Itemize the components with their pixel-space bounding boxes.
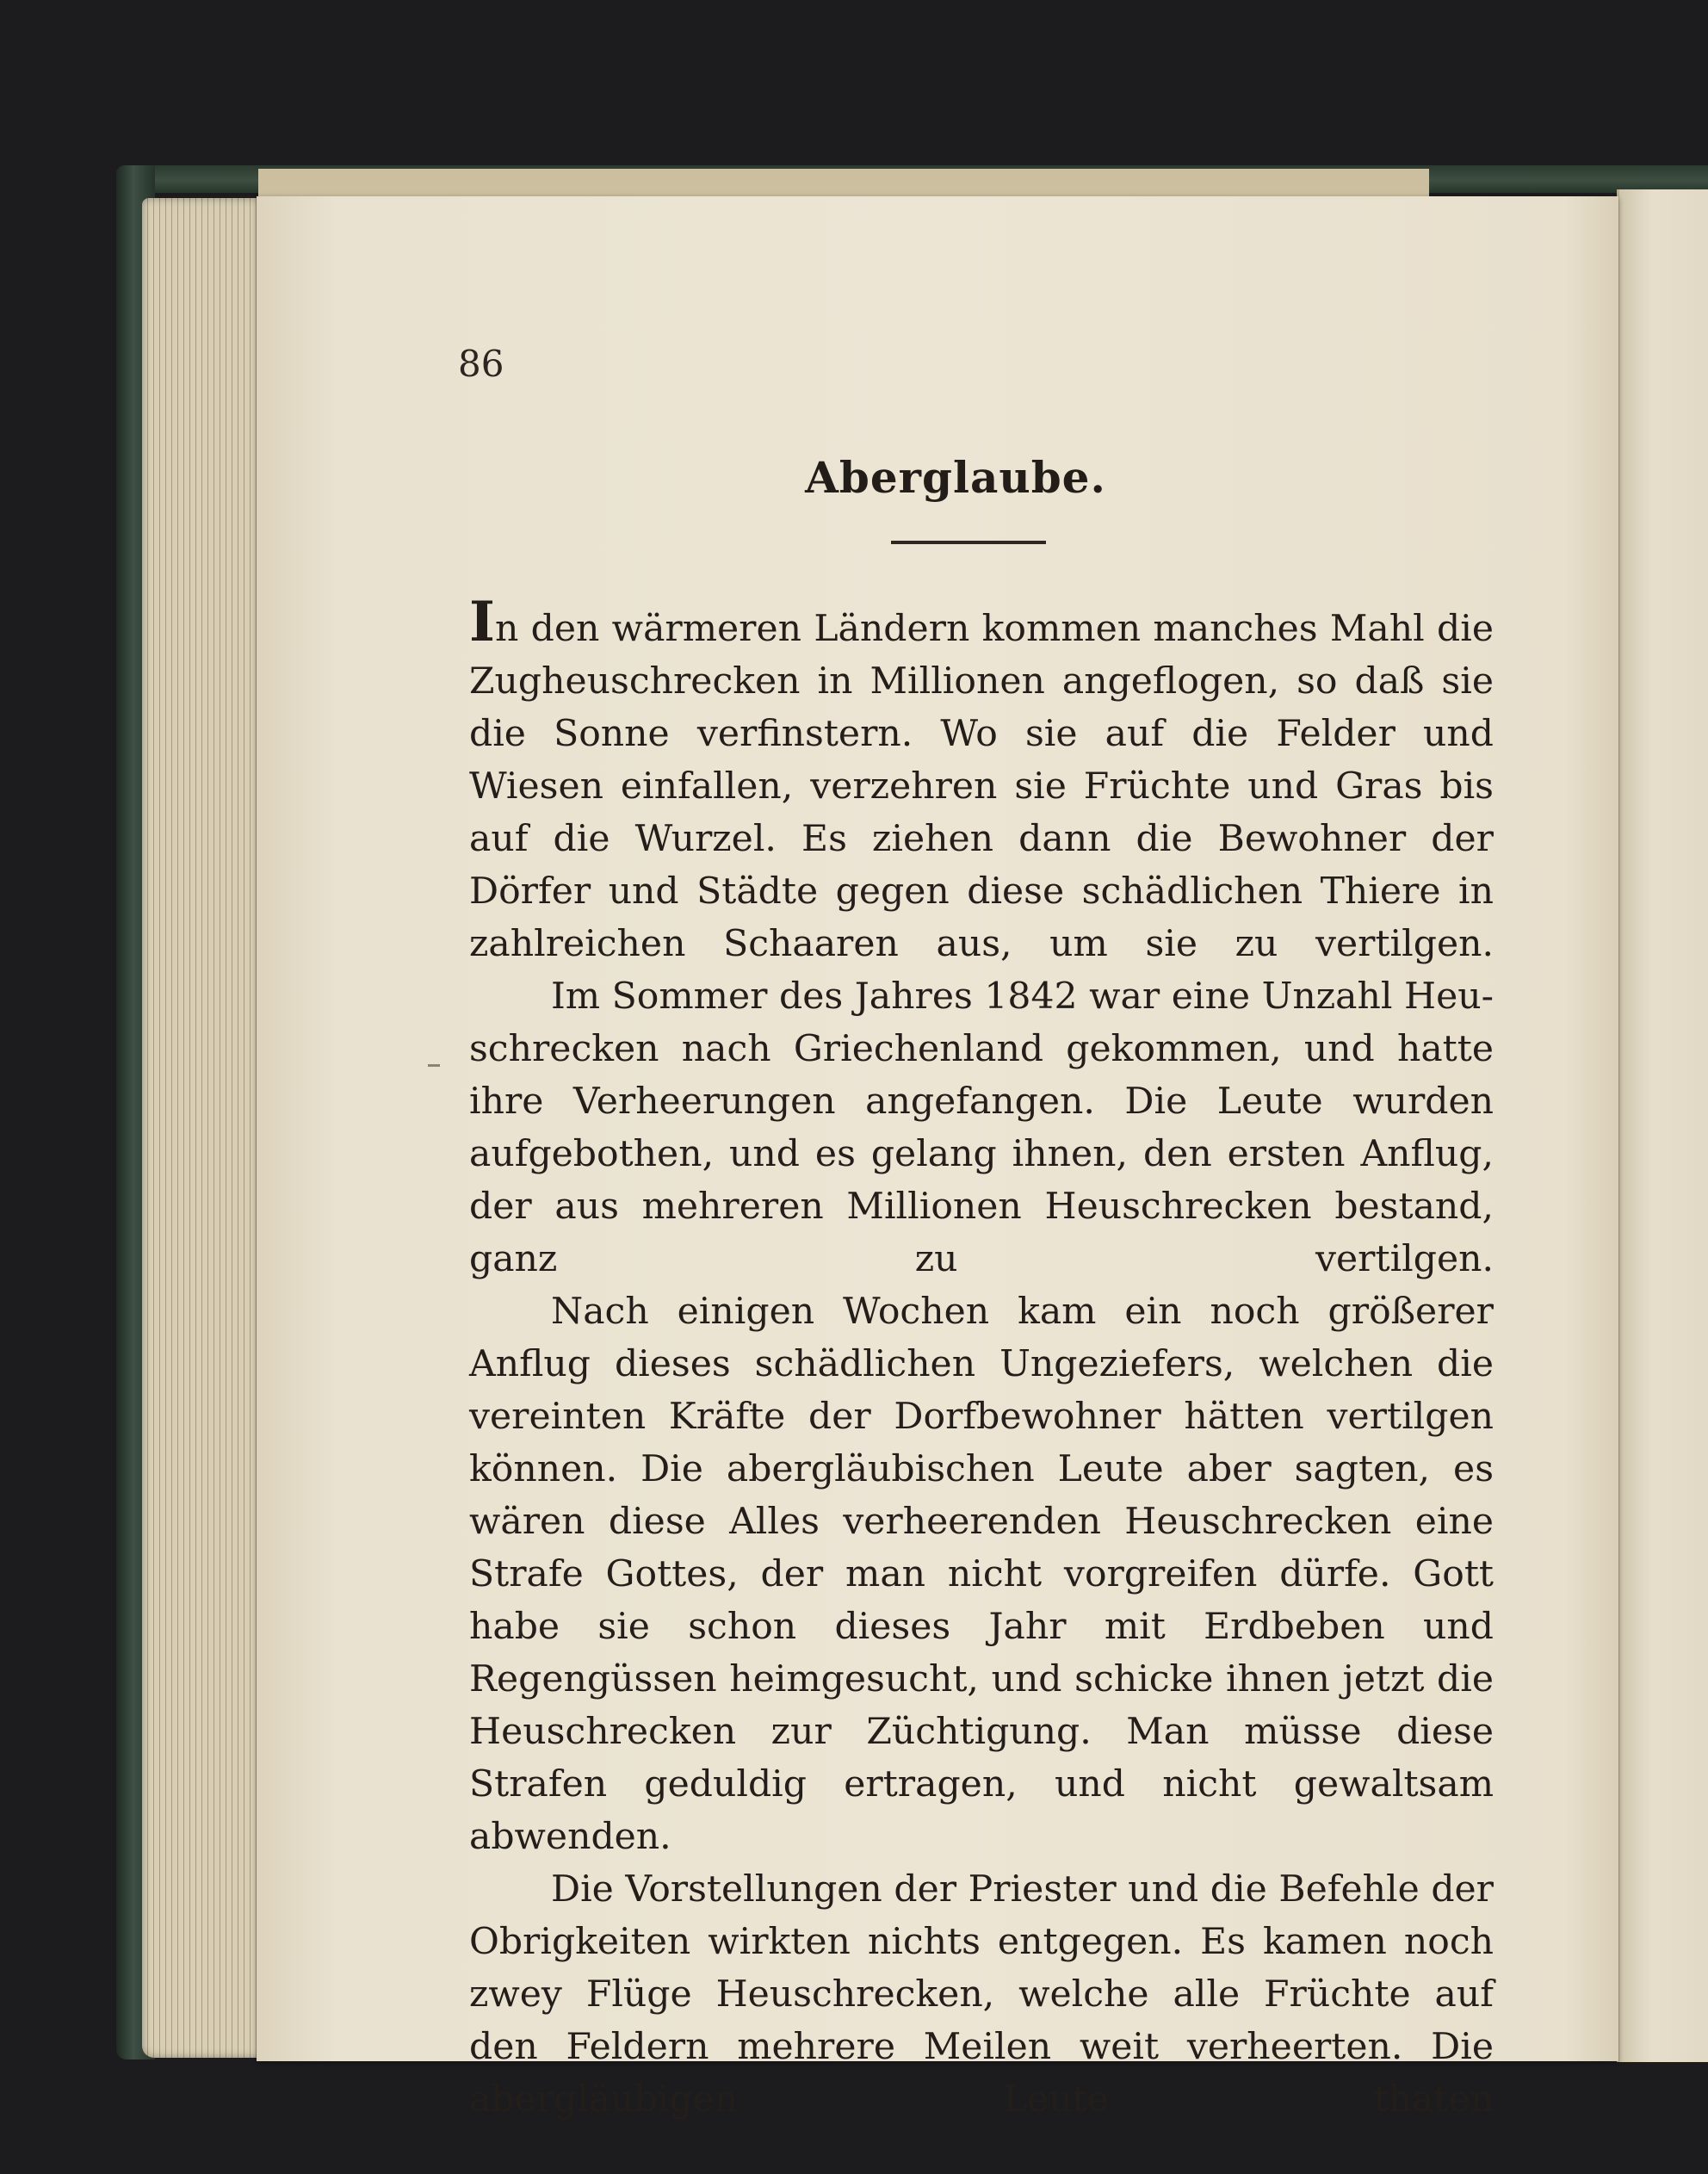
book-board-top (258, 169, 1429, 200)
paragraph-2-text: Im Sommer des Jahres 1842 war eine Unzahl Heuschrecken nach Griechenland gekommen, und hatte ihre Verheerungen angefangen. Die Leute wurden aufgebothen, und es gelang ihnen, den ersten Anflug, der aus mehreren Millionen Heuschrecken bestand, ganz zu vertilgen. (469, 976, 1494, 1280)
margin-mark (428, 1064, 440, 1067)
paragraph-1-text: n den wärmeren Ländern kommen manches Mahl die Zugheuschrecken in Millionen angeflogen, so daß sie die Sonne verfinstern. Wo sie auf die Felder und Wiesen einfallen, verzehren sie Früchte und Gras bis auf die Wurzel. Es ziehen dann die Bewohner der Dörfer und Städte gegen diese schädlichen Thiere in zahlreichen Schaaren aus, um sie zu vertilgen. (469, 608, 1494, 965)
paragraph-4-text: Die Vorstellungen der Priester und die Befehle der Obrigkeiten wirkten nichts entgegen. Es kamen noch zwey Flüge Heuschrecken, welche alle Früchte auf den Feldern mehrere Meilen weit verheerten. Die abergläubigen Leute thaten (469, 1868, 1494, 2121)
paragraph-2 (469, 970, 1494, 1285)
paragraph-3-text: Nach einigen Wochen kam ein noch größerer Anflug dieses schädlichen Ungeziefers, welchen die vereinten Kräfte der Dorfbewohner hätten vertilgen können. Die abergläubischen Leute aber sagten, es wären diese Alles verheerenden Heuschrecken eine Strafe Gottes, der man nicht vorgreifen dürfe. Gott habe sie schon dieses Jahr mit Erdbeben und Regengüssen heimgesucht, und schicke ihnen jetzt die Heuschrecken zur Züchtigung. Man müsse diese Strafen geduldig ertragen, und nicht gewaltsam abwenden. (469, 1291, 1494, 1858)
page-title: Aberglaube. (805, 452, 1106, 503)
body-text (469, 590, 1494, 2126)
title-divider (891, 541, 1046, 544)
paragraph-4 (469, 1863, 1494, 2126)
page-number: 86 (458, 343, 504, 385)
paragraph-1 (469, 590, 1494, 970)
drop-cap: I (469, 590, 495, 654)
paragraph-3 (469, 1285, 1494, 1863)
facing-page-edge (1617, 189, 1708, 2062)
